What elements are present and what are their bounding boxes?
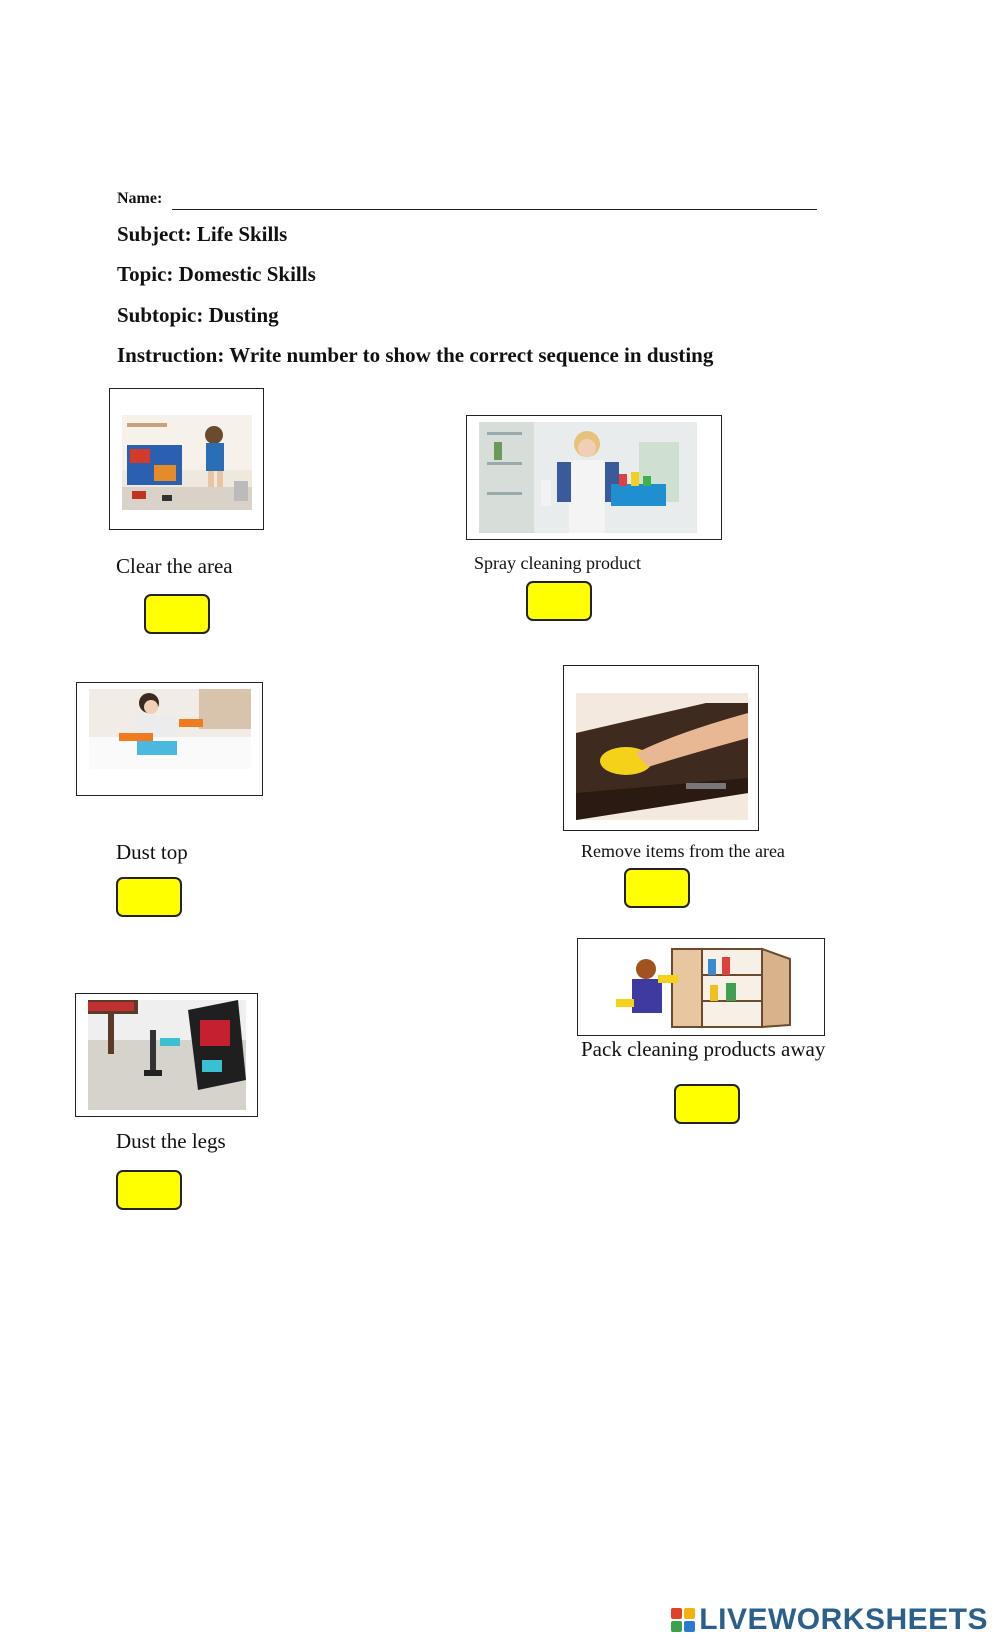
answer-box-spray-cleaning-product[interactable] (526, 581, 592, 621)
woman-wiping-table-photo (89, 689, 251, 769)
cleaning-table-legs-image (75, 993, 258, 1117)
caption-pack-cleaning-products-away: Pack cleaning products away (581, 1037, 826, 1061)
answer-box-dust-the-legs[interactable] (116, 1170, 182, 1210)
subject-heading: Subject: Life Skills (117, 222, 288, 246)
liveworksheets-logo (671, 1603, 988, 1637)
caption-dust-the-legs: Dust the legs (116, 1129, 226, 1153)
liveworksheets-wordmark: LIVEWORKSHEETS (699, 1603, 988, 1636)
child-clearing-shelf-photo (122, 415, 252, 510)
hand-dusting-table-top-photo (576, 693, 748, 820)
subtopic-heading: Subtopic: Dusting (117, 303, 279, 327)
liveworksheets-mark-icon (671, 1608, 695, 1632)
child-clearing-shelf-image (109, 388, 264, 530)
answer-box-pack-cleaning-products-away[interactable] (674, 1084, 740, 1124)
woman-with-cleaning-basket-photo (479, 422, 697, 533)
woman-storing-cleaning-products-image (577, 938, 825, 1036)
woman-wiping-table-image (76, 682, 263, 796)
instruction-text: Instruction: Write number to show the correct sequence in dusting (117, 343, 714, 367)
topic-heading: Topic: Domestic Skills (117, 262, 316, 286)
hand-dusting-table-top-image (563, 665, 759, 831)
caption-remove-items-from-the-area: Remove items from the area (581, 841, 785, 861)
woman-with-cleaning-basket-image (466, 415, 722, 540)
caption-spray-cleaning-product: Spray cleaning product (474, 553, 641, 573)
name-line (172, 209, 817, 210)
answer-box-remove-items-from-the-area[interactable] (624, 868, 690, 908)
name-label: Name: (117, 190, 163, 207)
caption-dust-top: Dust top (116, 840, 188, 864)
cleaning-table-legs-photo (88, 1000, 246, 1110)
answer-box-dust-top[interactable] (116, 877, 182, 917)
caption-clear-the-area: Clear the area (116, 554, 233, 578)
woman-storing-cleaning-products-photo (606, 945, 798, 1029)
answer-box-clear-the-area[interactable] (144, 594, 210, 634)
